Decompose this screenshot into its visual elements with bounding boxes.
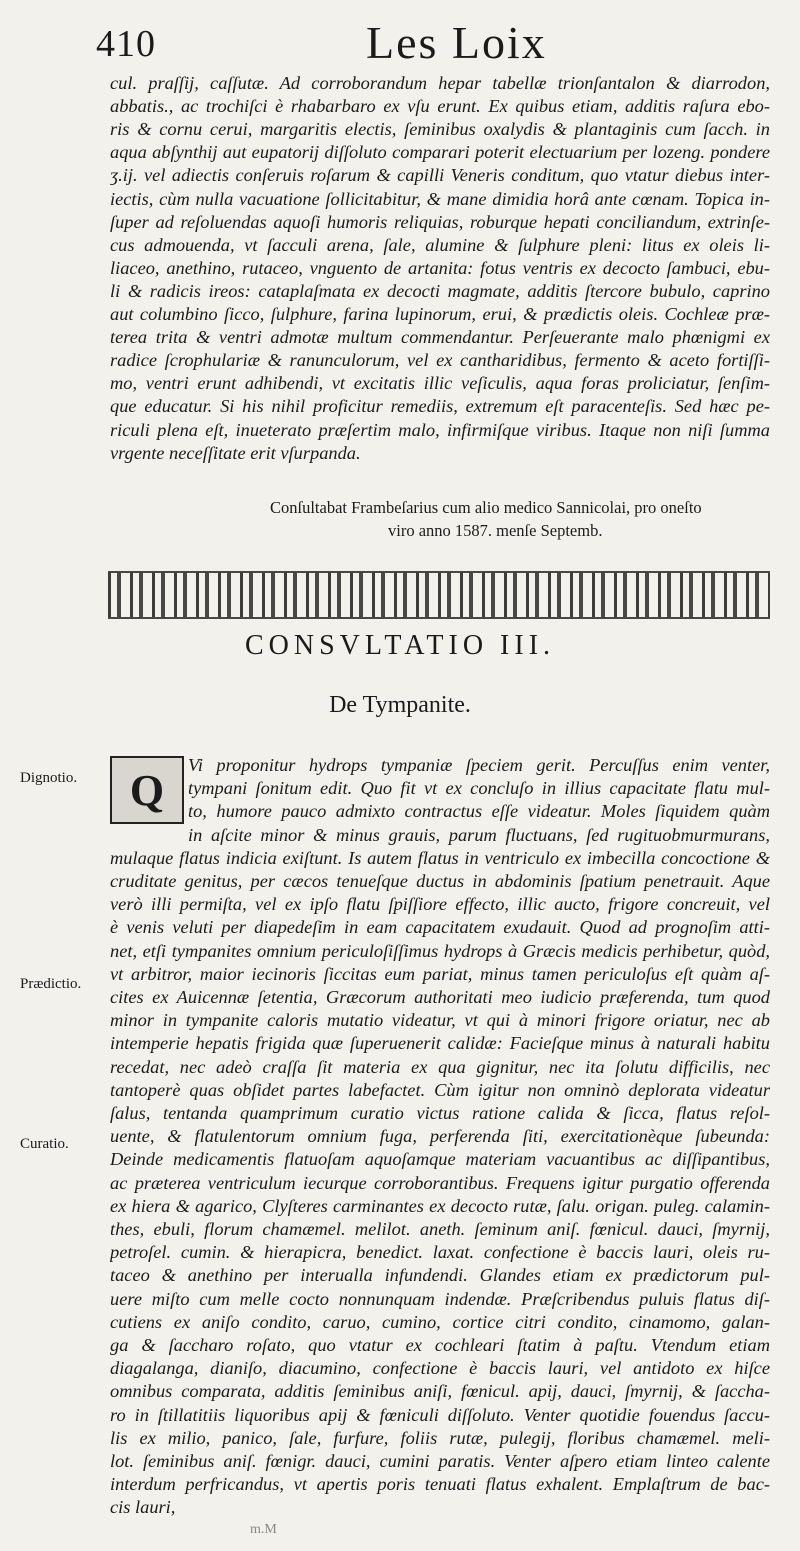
text-line: ſalus, tentanda quamprimum curatio victus ratione calida & ſicca, flatus reſol- — [110, 1103, 770, 1123]
text-line: in aſcite minor & minus grauis, parum fluctuans, ſed rugituobmurmurans, — [188, 824, 770, 845]
text-line: lot. ſeminibus aniſ. fœnigr. dauci, cumini paratis. Venter aſpero etiam linteo calente — [110, 1451, 770, 1471]
margin-note-curatio: Curatio. — [20, 1136, 69, 1152]
text-line: terea trita & ventri admotæ multum commendantur. Perſeuerante malo phœnigmi ex — [110, 327, 770, 348]
page-number: 410 — [96, 23, 156, 65]
decorated-initial — [110, 756, 184, 824]
text-line: intemperie hepatis frigida quæ ſuperuenerit calidæ: Facieſque minus à naturali habitu — [110, 1033, 770, 1054]
text-line: Deinde medicamentis flatuoſam aquoſamque materiam vacuantibus ac diſſipantibus, — [110, 1149, 770, 1170]
text-line: minor in tympanite caloris mutatio videatur, vt qui à minori frigore oriatur, nec ab — [110, 1010, 770, 1031]
text-line: mulaque flatus indicia exiſtunt. Is autem flatus in ventriculo ex imbecilla concoctione & — [110, 847, 770, 868]
text-line: abbatis., ac trochiſci è rhabarbaro ex vſu erunt. Ex quibus etiam, additis raſura ebo- — [110, 96, 770, 117]
text-line: uente, & flatulentorum omnium fuga, perferenda ſiti, exercitationèque ſubeunda: — [110, 1126, 770, 1147]
text-line: vt arbitror, maior iecinoris ſiccitas eum pariat, minus tamen periculoſus eſt quàm aſ- — [110, 963, 770, 984]
text-line: cul. praſſij, caſſutæ. Ad corroborandum hepar tabellæ trionſantalon & diarrodon, — [110, 73, 770, 93]
text-line: tympani ſonitum edit. Quo fit vt ex concluſo in illius capacitate flatu mul- — [188, 778, 770, 799]
ornament-band — [108, 571, 770, 619]
text-line: iectis, cùm nulla vacuatione ſollicitabitur, & mane dimidia horâ ante cœnam. Topica in- — [110, 188, 770, 209]
text-line: to, humore pauco admixto contractus eſſe videatur. Moles ſiquidem quàm — [188, 801, 770, 822]
section-subtitle: De Tympanite. — [329, 692, 471, 718]
text-line: li & radicis ireos: cataplaſmata ex decocti magmate, additis ſtercore bubulo, caprino — [110, 280, 770, 301]
text-line: omnibus comparata, additis ſeminibus aniſi, fœnicul. apij, dauci, ſmyrnij, & ſaccha- — [110, 1381, 770, 1402]
text-line: thes, ebuli, florum chamæmel. melilot. aneth. ſeminum aniſ. fœnicul. dauci, ſmyrnij, — [110, 1219, 770, 1239]
text-line: mo, ventri erunt adhibendi, vt excitatis illic veſiculis, aqua foras proliciatur, ſenſim- — [110, 373, 770, 394]
bottom-mark: m.M — [250, 1522, 277, 1537]
margin-note-dignotio: Dignotio. — [20, 770, 78, 786]
page-header — [0, 16, 800, 74]
text-line: cis lauri, — [110, 1497, 176, 1518]
text-line: lis ex milio, panico, ſale, furfure, foliis rutæ, pulegij, floribus chamæmel. meli- — [110, 1427, 770, 1448]
text-line: ex hiera & agarico, Clyſteres carminantes ex decocto rutæ, ſalu. origan. puleg. calamin- — [110, 1195, 770, 1216]
initial-letter: Q — [129, 765, 165, 815]
text-line: aut columbino ſicco, ſulphure, farina lupinorum, erui, & prædictis oleis. Cochleæ præ- — [110, 304, 770, 324]
text-line: recedat, nec adeò craſſa ſit materia ex qua gignitur, nec ita ſolutu difficilis, nec — [110, 1056, 770, 1077]
text-line: liaceo, anethino, rutaceo, vnguento de artanita: fotus ventris ex decocto ſambuci, ebu- — [110, 257, 770, 278]
note-line: viro anno 1587. menſe Septemb. — [388, 521, 603, 540]
running-title: Les Loix — [366, 17, 547, 68]
text-line: Vi proponitur hydrops tympaniæ ſpeciem gerit. Percuſſus enim venter, — [188, 755, 770, 775]
text-line: cruditate genitus, per cæcos tenueſque ductus in abdominis ſpatium penetrauit. Aque — [110, 871, 770, 891]
text-line: net, etſi tympanites omnium periculoſiſſimus hydrops à Græcis medicis perhibetur, quòd, — [110, 940, 770, 961]
margin-note-praedictio: Prædictio. — [20, 976, 82, 992]
text-line: ʒ.ij. vel adiectis conſeruis roſarum & capilli Veneris conditum, quo vtatur diebus inter- — [110, 165, 770, 186]
text-line: taceo & anethino per interualla infundendi. Glandes etiam ex prædictorum pul- — [110, 1265, 770, 1286]
text-line: ſuper ad reſoluendas aquoſi humoris reliquias, roburque hepati conciliandum, extrinſe- — [110, 211, 770, 232]
text-line: cutiens ex aniſo condito, caruo, cumino, cortice citri condito, cinamomo, galan- — [110, 1311, 770, 1332]
text-line: tantoperè quas obſidet partes labefactet. Cùm igitur non omninò deplorata videatur — [110, 1079, 770, 1100]
text-line: ga & ſaccharo roſato, quo vtatur ex cochleari ſtatim à paſtu. Vtendum etiam — [110, 1335, 770, 1355]
text-line: riculi plena eſt, inueterato præſertim malo, infirmiſque viribus. Itaque non niſi ſumma — [110, 419, 770, 440]
text-line: que educatur. Si his nihil proficitur remediis, extremum eſt paracenteſis. Sed hæc pe- — [110, 396, 770, 417]
text-line: petroſel. cumin. & hierapicra, benedict. laxat. confectione è baccis lauri, oleis ru- — [110, 1242, 770, 1263]
note-line: Conſultabat Frambeſarius cum alio medico Sannicolai, pro oneſto — [270, 498, 702, 517]
text-line: cus admouenda, vt ſacculi arena, ſale, alumine & ſulphure pleni: litus ex oleis li- — [110, 234, 770, 255]
text-line: vrgente neceſſitate erit vſurpanda. — [110, 442, 361, 463]
text-line: ro in ſtillatitiis liquoribus apij & fœniculi diſſoluto. Venter quotidie fouendus ſaccu- — [110, 1404, 770, 1425]
text-line: cites ex Auicennæ ſetentia, Græcorum authoritati meo iudicio præferenda, tum quod — [110, 987, 770, 1007]
text-line: è venis veluti per diapedeſim in eam capacitatem exudauit. Quod ad prognoſim atti- — [110, 917, 770, 938]
text-line: radice ſcrophulariæ & ranunculorum, vel ex cantharidibus, fermento & aceto fortiſſi- — [110, 350, 770, 371]
text-line: diagalanga, dianiſo, diacumino, confectione è baccis lauri, vel antidoto ex hiſce — [110, 1358, 770, 1379]
text-line: ac præterea ventriculum iecurque corroborantibus. Frequens igitur purgatio offerenda — [110, 1172, 770, 1193]
text-line: verò illi permiſta, vel ex ipſo flatu ſpiſſiore effecto, illic aucto, frigore concreuit, vel — [110, 894, 770, 915]
text-line: ris & cornu cerui, margaritis electis, ſeminibus oxalydis & plantaginis cum ſacch. in — [110, 119, 770, 140]
text-line: interdum perfricandus, vt apertis poris tenuati flatus exhalent. Emplaſtrum de bac- — [110, 1474, 770, 1495]
text-line: aqua abſynthij aut eupatorij diſſoluto comparari poterit electuarium per lozeng. pondere — [110, 142, 770, 163]
section-title: CONSVLTATIO III. — [244, 630, 556, 661]
text-line: uere miſto cum melle cocto nonnunquam indendæ. Præſcribendus puluis flatus diſ- — [110, 1288, 770, 1309]
